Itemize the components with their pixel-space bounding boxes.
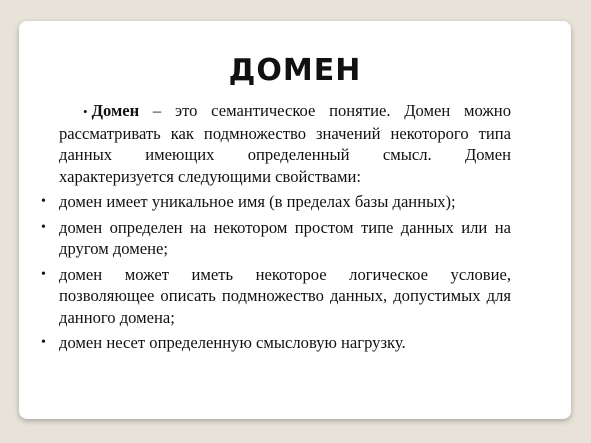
- intro-text: – это семантическое понятие. Домен можно рассматривать как подмножество значений некоторого типа данных имеющих определенный смысл. Домен характеризуется следующими свойствами:: [59, 101, 511, 186]
- property-text: домен несет определенную смысловую нагрузку.: [59, 333, 406, 352]
- list-item: [41, 264, 511, 329]
- list-item: [41, 217, 511, 260]
- list-item: [41, 332, 511, 354]
- slide-content: [41, 100, 511, 354]
- slide-title: ДОМЕН: [228, 53, 362, 88]
- slide: [19, 21, 571, 419]
- property-text: домен определен на некотором простом типе данных или на другом домене;: [59, 217, 511, 258]
- bullet-icon: •: [41, 266, 46, 282]
- bullet-icon: •: [41, 335, 46, 350]
- bullet-icon: •: [41, 219, 46, 235]
- intro-bullet: •: [83, 104, 88, 119]
- property-text: домен может иметь некоторое логическое условие, позволяющее описать подмножество данных, допустимых для данного домена;: [59, 264, 511, 327]
- property-text: домен имеет уникальное имя (в пределах базы данных);: [59, 192, 456, 211]
- list-item: [41, 191, 511, 213]
- bullet-icon: •: [41, 194, 46, 209]
- properties-list: [41, 191, 511, 354]
- term-domain: Домен: [91, 101, 140, 120]
- intro-paragraph: [59, 100, 511, 187]
